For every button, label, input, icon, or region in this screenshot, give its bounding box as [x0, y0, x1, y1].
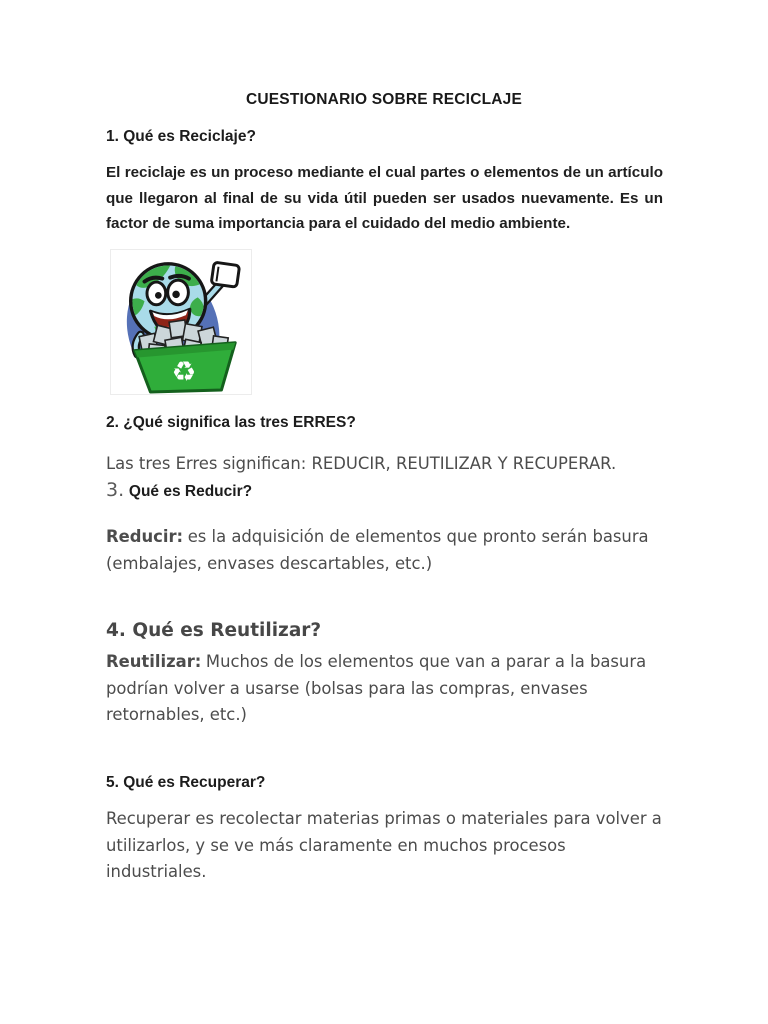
question-4-lead: Reutilizar:: [106, 652, 202, 671]
question-4-heading: 4. Qué es Reutilizar?: [106, 620, 322, 641]
question-3-heading: [106, 479, 252, 501]
earth-recycling-illustration: [111, 250, 251, 394]
question-2-answer: Las tres Erres significan: REDUCIR, REUTILIZAR Y RECUPERAR.: [106, 454, 617, 473]
question-5-answer: Recuperar es recolectar materias primas o materiales para volver a utilizarlos, y se ve más claramente en muchos procesos industriales.: [106, 809, 662, 881]
question-1-heading: 1. Qué es Reciclaje?: [106, 128, 256, 145]
question-3-number: 3.: [106, 479, 125, 501]
question-3-answer: [106, 524, 668, 577]
question-3-answer-text: es la adquisición de elementos que pronto serán basura (embalajes, envases descartables, etc.): [106, 527, 649, 573]
question-5-heading: 5. Qué es Recuperar?: [106, 774, 266, 791]
question-1-answer: El reciclaje es un proceso mediante el cual partes o elementos de un artículo que llegaron al final de su vida útil pueden ser usados nuevamente. Es un factor de suma importancia para el cuidado del medio ambiente.: [106, 164, 663, 233]
question-3-title: Qué es Reducir?: [128, 483, 253, 500]
held-can: [211, 262, 239, 287]
earth-recycling-clipart: [110, 249, 252, 395]
recycle-symbol-icon: ♻: [171, 355, 197, 389]
question-2-heading: 2. ¿Qué significa las tres ERRES?: [106, 414, 356, 431]
question-4-answer-text: Muchos de los elementos que van a parar a la basura podrían volver a usarse (bolsas para las compras, envases retornables, etc.): [106, 652, 647, 724]
recycle-bin: [135, 343, 236, 392]
question-4-answer: [106, 649, 668, 729]
document-title: CUESTIONARIO SOBRE RECICLAJE: [245, 91, 523, 108]
question-3-lead: Reducir:: [106, 527, 184, 546]
